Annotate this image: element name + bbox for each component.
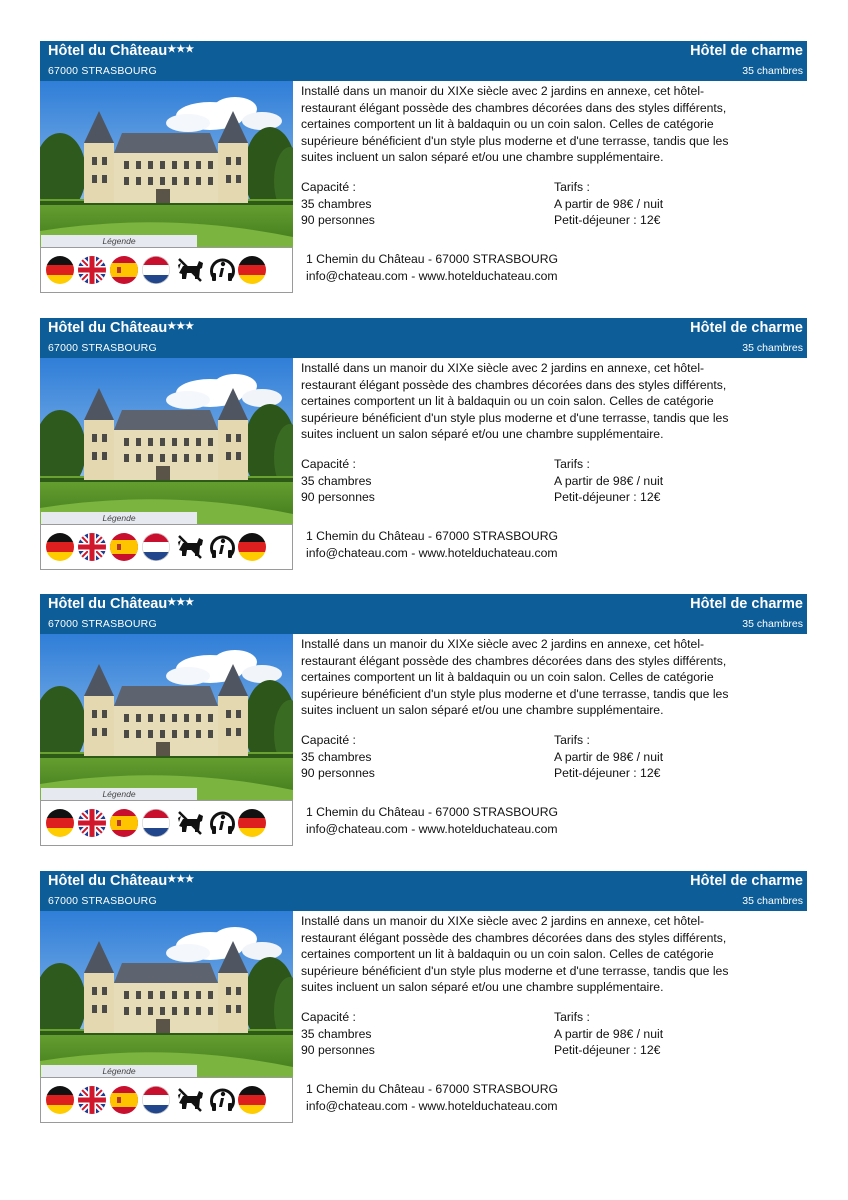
room-count: 35 chambres — [742, 65, 803, 77]
hotel-description: Installé dans un manoir du XIXe siècle avec 2 jardins en annexe, cet hôtel- restaurant élégant possède des chambres décorées dans des styles différents, certaines comportent un lit à baldaquin ou un coin salon. Celles de catégorie supérieure bénéficient d'un style plus moderne et d'une terrasse, tandis que les suites incluent un salon séparé et/ou une chambre supplémentaire. — [301, 637, 729, 717]
german-flag-icon — [45, 808, 75, 838]
rates-label: Tarifs : — [554, 457, 590, 471]
hotel-contact[interactable]: info@chateau.com - www.hotelduchateau.com — [306, 1098, 558, 1113]
capacity-label: Capacité : — [301, 733, 356, 747]
spanish-flag-icon — [109, 532, 139, 562]
hotel-card — [40, 41, 807, 293]
hotel-name: Hôtel du Château★★★ — [48, 320, 195, 336]
german-flag-icon — [45, 1085, 75, 1115]
german-flag-icon — [237, 532, 267, 562]
hotel-city: 67000 STRASBOURG — [48, 65, 157, 77]
rates-label: Tarifs : — [554, 1010, 590, 1024]
card-header — [40, 594, 807, 634]
hotel-card — [40, 871, 807, 1123]
german-flag-icon — [237, 808, 267, 838]
hotel-contact[interactable]: info@chateau.com - www.hotelduchateau.com — [306, 545, 558, 560]
capacity-label: Capacité : — [301, 1010, 356, 1024]
room-count: 35 chambres — [742, 342, 803, 354]
hotel-contact[interactable]: info@chateau.com - www.hotelduchateau.com — [306, 821, 558, 836]
spanish-flag-icon — [109, 1085, 139, 1115]
hotel-card — [40, 594, 807, 846]
address-block — [306, 528, 558, 561]
pets-allowed-icon — [175, 255, 205, 285]
uk-flag-icon — [77, 532, 107, 562]
star-rating: ★★★ — [167, 874, 195, 885]
address-block — [306, 251, 558, 284]
hotel-category: Hôtel de charme — [690, 596, 803, 612]
hotel-description: Installé dans un manoir du XIXe siècle avec 2 jardins en annexe, cet hôtel- restaurant élégant possède des chambres décorées dans des styles différents, certaines comportent un lit à baldaquin ou un coin salon. Celles de catégorie supérieure bénéficient d'un style plus moderne et d'une terrasse, tandis que les suites incluent un salon séparé et/ou une chambre supplémentaire. — [301, 84, 729, 164]
hotel-address: 1 Chemin du Château - 67000 STRASBOURG — [306, 529, 558, 543]
hotel-city: 67000 STRASBOURG — [48, 618, 157, 630]
hotel-address: 1 Chemin du Château - 67000 STRASBOURG — [306, 252, 558, 266]
amenity-icons — [40, 800, 293, 846]
pets-allowed-icon — [175, 1085, 205, 1115]
accessibility-info-icon — [207, 255, 237, 285]
dutch-flag-icon — [141, 532, 171, 562]
hotel-name: Hôtel du Château★★★ — [48, 596, 195, 612]
hotel-category: Hôtel de charme — [690, 320, 803, 336]
legend-label: Légende — [41, 1065, 197, 1077]
card-header — [40, 41, 807, 81]
hotel-name: Hôtel du Château★★★ — [48, 43, 195, 59]
rates-block: Tarifs : A partir de 98€ / nuit Petit-déjeuner : 12€ — [554, 457, 664, 504]
hotel-name: Hôtel du Château★★★ — [48, 873, 195, 889]
legend-label: Légende — [41, 788, 197, 800]
capacity-block: Capacité : 35 chambres 90 personnes — [301, 180, 375, 227]
rates-label: Tarifs : — [554, 180, 590, 194]
room-count: 35 chambres — [742, 618, 803, 630]
star-rating: ★★★ — [167, 44, 195, 55]
card-header — [40, 318, 807, 358]
hotel-description: Installé dans un manoir du XIXe siècle avec 2 jardins en annexe, cet hôtel- restaurant élégant possède des chambres décorées dans des styles différents, certaines comportent un lit à baldaquin ou un coin salon. Celles de catégorie supérieure bénéficient d'un style plus moderne et d'une terrasse, tandis que les suites incluent un salon séparé et/ou une chambre supplémentaire. — [301, 914, 729, 994]
rates-label: Tarifs : — [554, 733, 590, 747]
spanish-flag-icon — [109, 255, 139, 285]
capacity-block: Capacité : 35 chambres 90 personnes — [301, 1010, 375, 1057]
uk-flag-icon — [77, 808, 107, 838]
star-rating: ★★★ — [167, 597, 195, 608]
amenity-icons — [40, 524, 293, 570]
german-flag-icon — [237, 255, 267, 285]
pets-allowed-icon — [175, 808, 205, 838]
accessibility-info-icon — [207, 532, 237, 562]
hotel-city: 67000 STRASBOURG — [48, 895, 157, 907]
hotel-address: 1 Chemin du Château - 67000 STRASBOURG — [306, 1082, 558, 1096]
spanish-flag-icon — [109, 808, 139, 838]
hotel-description: Installé dans un manoir du XIXe siècle avec 2 jardins en annexe, cet hôtel- restaurant élégant possède des chambres décorées dans des styles différents, certaines comportent un lit à baldaquin ou un coin salon. Celles de catégorie supérieure bénéficient d'un style plus moderne et d'une terrasse, tandis que les suites incluent un salon séparé et/ou une chambre supplémentaire. — [301, 361, 729, 441]
rates-block: Tarifs : A partir de 98€ / nuit Petit-déjeuner : 12€ — [554, 180, 664, 227]
accessibility-info-icon — [207, 808, 237, 838]
uk-flag-icon — [77, 255, 107, 285]
chateau-photo — [40, 911, 293, 1077]
hotel-category: Hôtel de charme — [690, 873, 803, 889]
chateau-photo — [40, 634, 293, 800]
german-flag-icon — [237, 1085, 267, 1115]
legend-label: Légende — [41, 512, 197, 524]
rates-block: Tarifs : A partir de 98€ / nuit Petit-déjeuner : 12€ — [554, 733, 664, 780]
legend-label: Légende — [41, 235, 197, 247]
rates-block: Tarifs : A partir de 98€ / nuit Petit-déjeuner : 12€ — [554, 1010, 664, 1057]
card-header — [40, 871, 807, 911]
capacity-label: Capacité : — [301, 180, 356, 194]
amenity-icons — [40, 1077, 293, 1123]
dutch-flag-icon — [141, 255, 171, 285]
hotel-address: 1 Chemin du Château - 67000 STRASBOURG — [306, 805, 558, 819]
dutch-flag-icon — [141, 808, 171, 838]
address-block — [306, 804, 558, 837]
dutch-flag-icon — [141, 1085, 171, 1115]
accessibility-info-icon — [207, 1085, 237, 1115]
hotel-contact[interactable]: info@chateau.com - www.hotelduchateau.com — [306, 268, 558, 283]
capacity-label: Capacité : — [301, 457, 356, 471]
capacity-block: Capacité : 35 chambres 90 personnes — [301, 457, 375, 504]
star-rating: ★★★ — [167, 321, 195, 332]
capacity-block: Capacité : 35 chambres 90 personnes — [301, 733, 375, 780]
chateau-photo — [40, 358, 293, 524]
uk-flag-icon — [77, 1085, 107, 1115]
hotel-card — [40, 318, 807, 570]
address-block — [306, 1081, 558, 1114]
chateau-photo — [40, 81, 293, 247]
hotel-category: Hôtel de charme — [690, 43, 803, 59]
german-flag-icon — [45, 255, 75, 285]
amenity-icons — [40, 247, 293, 293]
pets-allowed-icon — [175, 532, 205, 562]
german-flag-icon — [45, 532, 75, 562]
hotel-city: 67000 STRASBOURG — [48, 342, 157, 354]
room-count: 35 chambres — [742, 895, 803, 907]
